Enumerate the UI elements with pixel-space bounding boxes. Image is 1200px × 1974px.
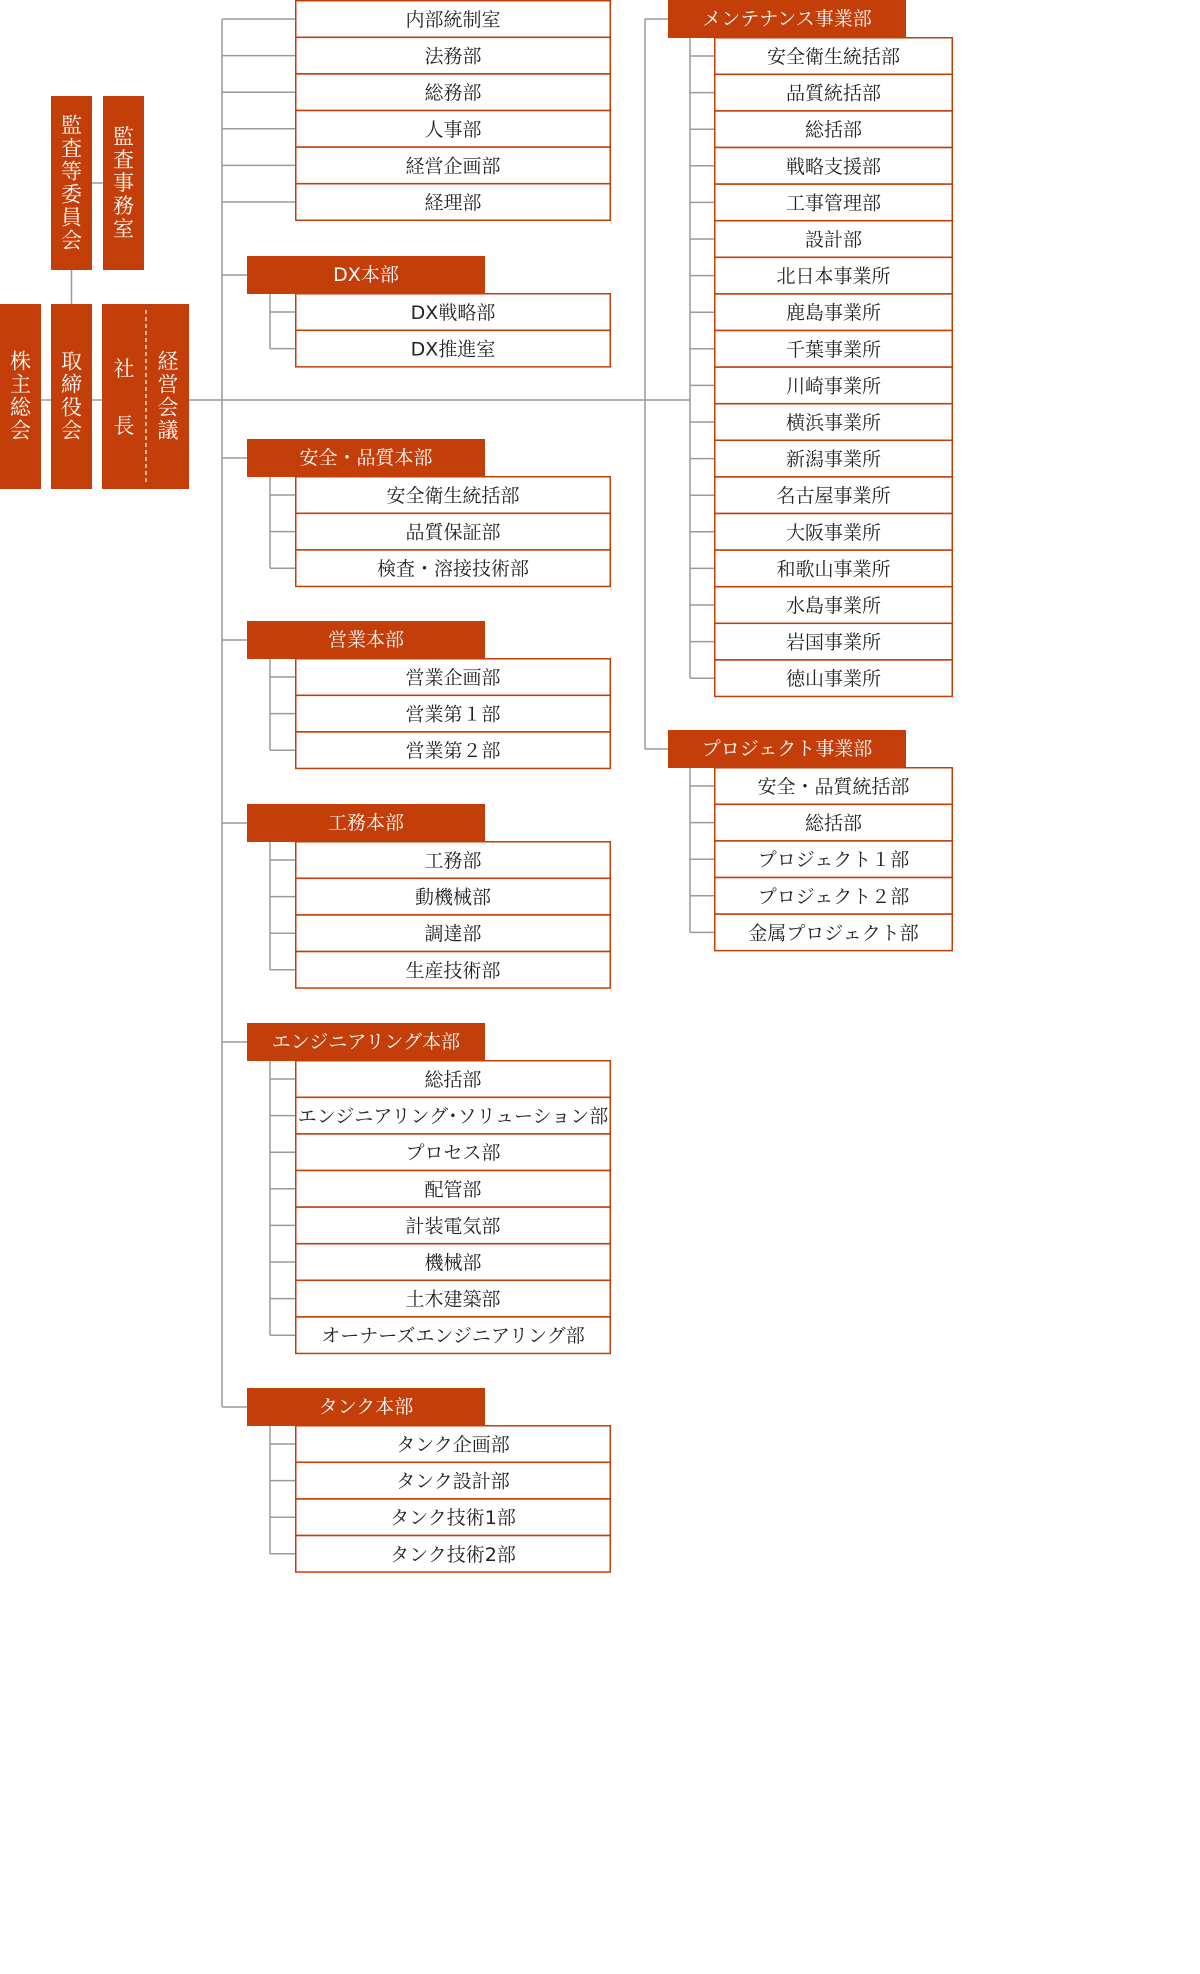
left-division-4-dept-0-label: 総括部 [424, 1069, 482, 1091]
right-division-0-dept-15-label: 水島事業所 [785, 595, 882, 617]
left-division-2-dept-0-label: 営業企画部 [405, 667, 501, 689]
left-division-4-dept-5-label: 機械部 [424, 1252, 482, 1274]
left-division-1-dept-1-label: 品質保証部 [405, 521, 501, 544]
left-division-4-dept-4-label: 計装電気部 [405, 1215, 501, 1238]
direct-dept-4-label: 経営企画部 [405, 155, 501, 178]
left-division-1-label: 安全・品質本部 [299, 447, 433, 469]
left-division-2-dept-2-label: 営業第２部 [405, 740, 501, 763]
left-division-1-dept-2-label: 検査・溶接技術部 [376, 558, 530, 581]
right-division-0-dept-17-label: 徳山事業所 [785, 668, 882, 691]
left-division-5-dept-3-label: タンク技術2部 [390, 1543, 516, 1566]
left-division-1-dept-0-label: 安全衛生統括部 [386, 485, 520, 507]
right-division-0-dept-5-label: 設計部 [804, 229, 863, 251]
left-division-4-dept-3-label: 配管部 [424, 1178, 482, 1201]
left-division-5-dept-2-label: タンク技術1部 [390, 1507, 516, 1530]
right-division-0-dept-7-label: 鹿島事業所 [785, 302, 882, 325]
right-division-1-dept-1-label: 総括部 [804, 812, 863, 835]
left-division-3-dept-2-label: 調達部 [424, 923, 482, 946]
right-division-1-dept-0-label: 安全・品質統括部 [757, 776, 910, 798]
direct-dept-5-label: 経理部 [424, 192, 482, 214]
direct-dept-0-label: 内部統制室 [405, 9, 501, 31]
right-division-0-dept-3-label: 戦略支援部 [785, 155, 882, 178]
right-division-0-label: メンテナンス事業部 [702, 8, 872, 30]
left-division-3-dept-3-label: 生産技術部 [405, 959, 501, 982]
right-division-0-dept-1-label: 品質統括部 [785, 82, 882, 105]
left-division-5-dept-1-label: タンク設計部 [396, 1470, 510, 1493]
right-division-0-dept-2-label: 総括部 [804, 119, 863, 142]
left-division-0-dept-0-label: DX戦略部 [410, 302, 496, 324]
right-division-0-dept-16-label: 岩国事業所 [785, 631, 882, 654]
right-division-0-dept-12-label: 名古屋事業所 [776, 485, 891, 508]
mgmt-council-label: 経営会議 [157, 349, 179, 443]
president-label-2: 長 [113, 414, 135, 438]
right-division-0-dept-6-label: 北日本事業所 [776, 265, 891, 288]
left-division-5-label: タンク本部 [318, 1396, 414, 1418]
left-division-4-dept-2-label: プロセス部 [405, 1142, 501, 1165]
left-division-3-label: 工務本部 [327, 812, 405, 834]
president-label-1: 社 [113, 357, 135, 381]
right-division-0-dept-13-label: 大阪事業所 [785, 521, 882, 544]
left-division-2-label: 営業本部 [327, 629, 405, 651]
right-division-1-label: プロジェクト事業部 [701, 738, 873, 760]
left-division-4-dept-6-label: 土木建築部 [405, 1288, 501, 1311]
right-division-0-dept-10-label: 横浜事業所 [785, 412, 882, 434]
direct-dept-1-label: 法務部 [424, 45, 482, 68]
left-division-0-dept-1-label: DX推進室 [410, 338, 496, 361]
left-division-3-dept-0-label: 工務部 [424, 850, 482, 872]
right-division-0-dept-14-label: 和歌山事業所 [776, 558, 891, 581]
right-division-0-dept-8-label: 千葉事業所 [785, 338, 882, 361]
audit-committee-label: 監査等委員会 [61, 113, 82, 253]
board-label: 取締役会 [61, 349, 82, 443]
right-division-0-dept-11-label: 新潟事業所 [785, 448, 882, 471]
left-division-2-dept-1-label: 営業第１部 [405, 703, 501, 726]
direct-dept-2-label: 総務部 [424, 82, 482, 105]
right-division-0-dept-9-label: 川崎事業所 [785, 375, 882, 398]
direct-dept-3-label: 人事部 [424, 118, 482, 141]
audit-office-label: 監査事務室 [113, 125, 134, 241]
left-division-0-label: DX本部 [333, 264, 399, 286]
left-division-5-dept-0-label: タンク企画部 [396, 1434, 510, 1456]
right-division-1-dept-3-label: プロジェクト２部 [757, 885, 910, 908]
shareholders-label: 株主総会 [10, 349, 31, 443]
left-division-4-dept-7-label: オーナーズエンジニアリング部 [321, 1325, 585, 1348]
right-division-0-dept-0-label: 安全衛生統括部 [766, 46, 901, 68]
left-division-3-dept-1-label: 動機械部 [414, 886, 492, 909]
right-division-0-dept-4-label: 工事管理部 [785, 192, 882, 215]
right-division-1-dept-2-label: プロジェクト１部 [757, 849, 910, 872]
right-division-1-dept-4-label: 金属プロジェクト部 [748, 922, 919, 945]
left-division-4-dept-1-label: エンジニアリング･ソリューション部 [297, 1105, 609, 1128]
left-division-4-label: エンジニアリング本部 [271, 1031, 461, 1053]
